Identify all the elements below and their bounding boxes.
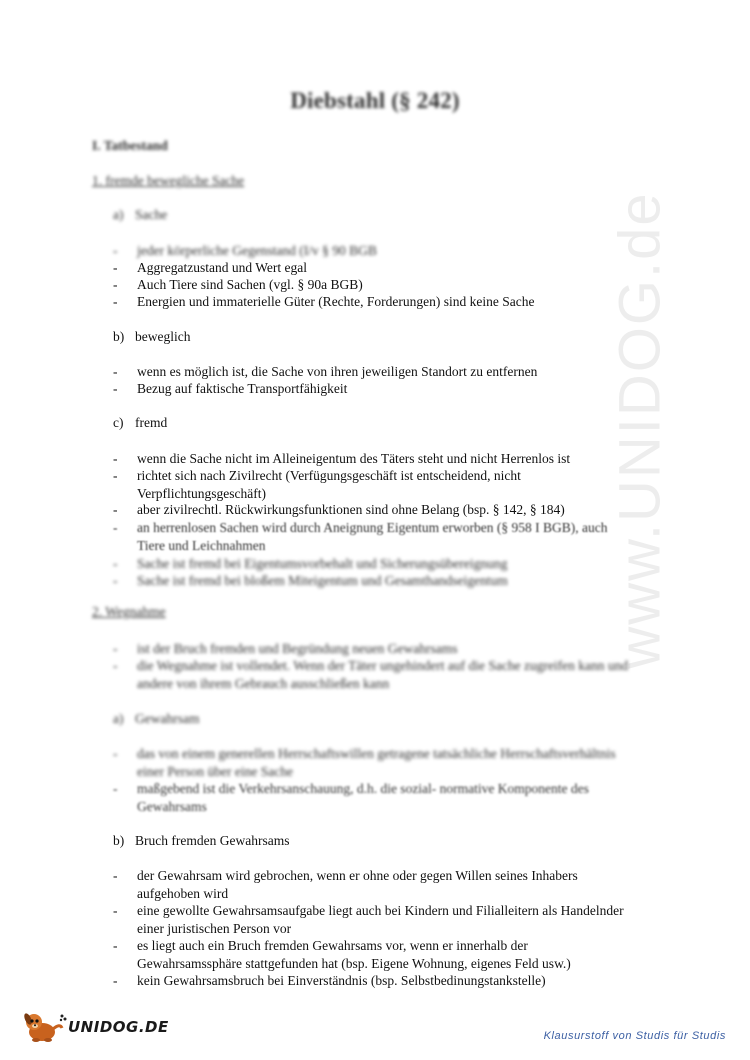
list-item: - Energien und immaterielle Güter (Rechte, Forderungen) sind keine Sache	[113, 293, 633, 311]
list-item: - jeder körperliche Gegenstand (I/v § 90 BGB	[113, 242, 633, 260]
list-item: - aber zivilrechtl. Rückwirkungsfunktionen sind ohne Belang (bsp. § 142, § 184)	[113, 501, 633, 519]
list-item-text: an herrenlosen Sachen wird durch Aneignung Eigentum erworben (§ 958 I BGB), auch Tiere und Leichnahmen	[137, 520, 608, 553]
list-item: - es liegt auch ein Bruch fremden Gewahrsams vor, wenn er innerhalb der Gewahrsamssphäre stattgefunden hat (bsp. Eigene Wohnung, eigenes Feld usw.)	[113, 937, 633, 972]
list-item-text: die Wegnahme ist vollendet. Wenn der Täter ungehindert auf die Sache zugreifen kann und andere von ihrem Gebrauch ausschließen kann	[137, 658, 629, 691]
list-item-text: Sache ist fremd bei Eigentumsvorbehalt und Sicherungsübereignung	[137, 556, 508, 571]
point-label: Sache	[135, 207, 168, 222]
list-item-text: das von einem generellen Herrschaftswillen getragene tatsächliche Herrschaftsverhältnis einer Person über eine Sache	[137, 746, 616, 779]
point-gewahrsam	[113, 711, 199, 727]
list-item-text: Aggregatzustand und Wert egal	[137, 260, 307, 275]
list-item-text: der Gewahrsam wird gebrochen, wenn er ohne oder gegen Willen seines Inhabers aufgehoben wird	[137, 868, 578, 901]
list-item-text: maßgebend ist die Verkehrsanschauung, d.h. die sozial- normative Komponente des Gewahrsams	[137, 781, 589, 814]
list-item: - der Gewahrsam wird gebrochen, wenn er ohne oder gegen Willen seines Inhabers aufgehoben wird	[113, 867, 633, 902]
footer-slogan: Klausurstoff von Studis für Studis	[543, 1030, 726, 1042]
list-item: - Sache ist fremd bei Eigentumsvorbehalt und Sicherungsübereignung	[113, 555, 633, 573]
point-letter: a)	[113, 711, 124, 726]
list-item: - maßgebend ist die Verkehrsanschauung, d.h. die sozial- normative Komponente des Gewahrsams	[113, 780, 633, 815]
point-label: Gewahrsam	[135, 711, 200, 726]
unidog-logo[interactable]	[22, 1010, 172, 1044]
list-item-text: kein Gewahrsamsbruch bei Einverständnis (bsp. Selbstbedinungstankstelle)	[137, 973, 546, 988]
watermark-text: www.UNIDOG.de	[607, 191, 673, 669]
list-item-text: Bezug auf faktische Transportfähigkeit	[137, 381, 348, 396]
point-label: Bruch fremden Gewahrsams	[135, 833, 290, 848]
dog-mascot-icon	[22, 1010, 68, 1044]
list-item: - die Wegnahme ist vollendet. Wenn der Täter ungehindert auf die Sache zugreifen kann und andere von ihrem Gebrauch ausschließen kann	[113, 657, 633, 692]
point-beweglich	[113, 329, 190, 345]
list-item-text: jeder körperliche Gegenstand (I/v § 90 BGB	[137, 243, 377, 258]
list-item: - kein Gewahrsamsbruch bei Einverständnis (bsp. Selbstbedinungstankstelle)	[113, 972, 633, 990]
list-item: - richtet sich nach Zivilrecht (Verfügungsgeschäft ist entscheidend, nicht Verpflichtungsgeschäft)	[113, 467, 633, 502]
point-letter: b)	[113, 329, 125, 344]
list-item: - an herrenlosen Sachen wird durch Aneignung Eigentum erworben (§ 958 I BGB), auch Tiere und Leichnahmen	[113, 519, 633, 554]
point-fremd	[113, 415, 167, 431]
list-item-text: richtet sich nach Zivilrecht (Verfügungsgeschäft ist entscheidend, nicht Verpflichtungsgeschäft)	[137, 468, 521, 501]
logo-text: UNIDOG.DE	[68, 1018, 169, 1036]
list-item: - das von einem generellen Herrschaftswillen getragene tatsächliche Herrschaftsverhältnis einer Person über eine Sache	[113, 745, 633, 780]
list-item: - wenn die Sache nicht im Alleineigentum des Täters steht und nicht Herrenlos ist	[113, 450, 633, 468]
list-item-text: Sache ist fremd bei bloßem Miteigentum und Gesamthandseigentum	[137, 573, 508, 588]
list-item: - Bezug auf faktische Transportfähigkeit	[113, 380, 633, 398]
list-item-text: wenn es möglich ist, die Sache von ihren jeweiligen Standort zu entfernen	[137, 364, 538, 379]
point-label: beweglich	[135, 329, 191, 344]
list-item-text: aber zivilrechtl. Rückwirkungsfunktionen sind ohne Belang (bsp. § 142, § 184)	[137, 502, 565, 517]
list-item-text: ist der Bruch fremden und Begründung neuen Gewahrsams	[137, 641, 458, 656]
subsection-fremde-bewegliche-sache: 1. fremde bewegliche Sache	[92, 173, 245, 188]
list-item: - wenn es möglich ist, die Sache von ihren jeweiligen Standort zu entfernen	[113, 363, 633, 381]
list-item: - Aggregatzustand und Wert egal	[113, 259, 633, 277]
point-letter: c)	[113, 415, 124, 430]
list-item: - ist der Bruch fremden und Begründung neuen Gewahrsams	[113, 640, 633, 658]
list-item-text: Energien und immaterielle Güter (Rechte, Forderungen) sind keine Sache	[137, 294, 535, 309]
list-item-text: Auch Tiere sind Sachen (vgl. § 90a BGB)	[137, 277, 363, 292]
point-letter: b)	[113, 833, 125, 848]
list-item-text: wenn die Sache nicht im Alleineigentum des Täters steht und nicht Herrenlos ist	[137, 451, 571, 466]
point-bruch	[113, 833, 289, 849]
point-label: fremd	[135, 415, 168, 430]
list-item-text: es liegt auch ein Bruch fremden Gewahrsams vor, wenn er innerhalb der Gewahrsamssphäre stattgefunden hat (bsp. Eigene Wohnung, eigenes Feld usw.)	[137, 938, 571, 971]
list-item-text: eine gewollte Gewahrsamsaufgabe liegt auch bei Kindern und Filialleitern als Handelnder einer juristischen Person vor	[137, 903, 624, 936]
list-item: - Auch Tiere sind Sachen (vgl. § 90a BGB)	[113, 276, 633, 294]
point-sache	[113, 207, 167, 223]
list-item: - eine gewollte Gewahrsamsaufgabe liegt auch bei Kindern und Filialleitern als Handelnder einer juristischen Person vor	[113, 902, 633, 937]
list-item: - Sache ist fremd bei bloßem Miteigentum und Gesamthandseigentum	[113, 572, 633, 590]
page-title: Diebstahl (§ 242)	[290, 88, 460, 113]
subsection-wegnahme: 2. Wegnahme	[92, 604, 166, 619]
section-heading: I. Tatbestand	[92, 138, 168, 153]
point-letter: a)	[113, 207, 124, 222]
